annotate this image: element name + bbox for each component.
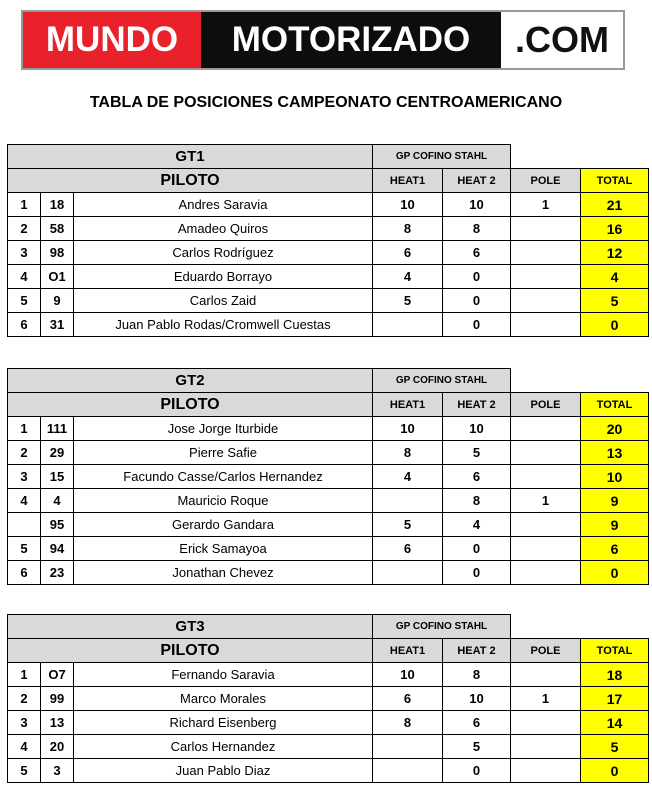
table-row bbox=[8, 217, 649, 241]
category-title: GT2 bbox=[8, 369, 373, 393]
heat2-cell: 8 bbox=[443, 663, 511, 687]
table-row bbox=[8, 489, 649, 513]
heat2-cell: 4 bbox=[443, 513, 511, 537]
heat1-cell bbox=[373, 313, 443, 337]
total-cell: 9 bbox=[581, 513, 649, 537]
pole-cell bbox=[511, 441, 581, 465]
event-name: GP COFINO STAHL bbox=[373, 145, 511, 169]
heat2-cell: 0 bbox=[443, 537, 511, 561]
driver-name-cell: Jonathan Chevez bbox=[74, 561, 373, 585]
position-cell: 3 bbox=[8, 241, 41, 265]
driver-name-cell: Eduardo Borrayo bbox=[74, 265, 373, 289]
pole-cell bbox=[511, 537, 581, 561]
table-row bbox=[8, 513, 649, 537]
site-logo[interactable] bbox=[21, 10, 625, 70]
driver-name-cell: Carlos Rodríguez bbox=[74, 241, 373, 265]
heat1-cell: 6 bbox=[373, 241, 443, 265]
driver-name-cell: Juan Pablo Rodas/Cromwell Cuestas bbox=[74, 313, 373, 337]
total-cell: 0 bbox=[581, 561, 649, 585]
column-pole: POLE bbox=[511, 169, 581, 193]
car-number-cell: 29 bbox=[41, 441, 74, 465]
column-heat2: HEAT 2 bbox=[443, 639, 511, 663]
table-row bbox=[8, 711, 649, 735]
position-cell bbox=[8, 513, 41, 537]
table-header-columns-row bbox=[8, 639, 649, 663]
heat1-cell: 8 bbox=[373, 217, 443, 241]
pole-cell: 1 bbox=[511, 193, 581, 217]
position-cell: 1 bbox=[8, 663, 41, 687]
total-cell: 5 bbox=[581, 289, 649, 313]
total-cell: 14 bbox=[581, 711, 649, 735]
heat1-cell bbox=[373, 561, 443, 585]
heat2-cell: 8 bbox=[443, 489, 511, 513]
heat1-cell: 4 bbox=[373, 265, 443, 289]
heat2-cell: 6 bbox=[443, 465, 511, 489]
total-cell: 20 bbox=[581, 417, 649, 441]
position-cell: 4 bbox=[8, 265, 41, 289]
heat1-cell bbox=[373, 759, 443, 783]
driver-name-cell: Juan Pablo Diaz bbox=[74, 759, 373, 783]
driver-name-cell: Carlos Hernandez bbox=[74, 735, 373, 759]
driver-name-cell: Fernando Saravia bbox=[74, 663, 373, 687]
car-number-cell: 20 bbox=[41, 735, 74, 759]
car-number-cell: 15 bbox=[41, 465, 74, 489]
empty-cell bbox=[511, 615, 649, 639]
car-number-cell: 111 bbox=[41, 417, 74, 441]
pole-cell bbox=[511, 241, 581, 265]
position-cell: 4 bbox=[8, 735, 41, 759]
table-row bbox=[8, 561, 649, 585]
position-cell: 3 bbox=[8, 465, 41, 489]
heat1-cell: 10 bbox=[373, 417, 443, 441]
pole-cell bbox=[511, 265, 581, 289]
table-row bbox=[8, 441, 649, 465]
heat2-cell: 5 bbox=[443, 441, 511, 465]
total-cell: 5 bbox=[581, 735, 649, 759]
heat2-cell: 0 bbox=[443, 265, 511, 289]
driver-name-cell: Pierre Safie bbox=[74, 441, 373, 465]
heat1-cell bbox=[373, 489, 443, 513]
driver-name-cell: Erick Samayoa bbox=[74, 537, 373, 561]
total-cell: 18 bbox=[581, 663, 649, 687]
empty-cell bbox=[511, 369, 649, 393]
pole-cell bbox=[511, 313, 581, 337]
standings-table-gt3 bbox=[7, 614, 649, 783]
total-cell: 12 bbox=[581, 241, 649, 265]
driver-name-cell: Marco Morales bbox=[74, 687, 373, 711]
car-number-cell: O7 bbox=[41, 663, 74, 687]
table-row bbox=[8, 687, 649, 711]
empty-cell bbox=[511, 145, 649, 169]
total-cell: 17 bbox=[581, 687, 649, 711]
car-number-cell: 58 bbox=[41, 217, 74, 241]
column-piloto: PILOTO bbox=[8, 393, 373, 417]
heat2-cell: 0 bbox=[443, 561, 511, 585]
pole-cell bbox=[511, 711, 581, 735]
total-cell: 0 bbox=[581, 313, 649, 337]
heat1-cell: 8 bbox=[373, 711, 443, 735]
table-row bbox=[8, 465, 649, 489]
column-total: TOTAL bbox=[581, 393, 649, 417]
pole-cell bbox=[511, 417, 581, 441]
total-cell: 13 bbox=[581, 441, 649, 465]
table-row bbox=[8, 417, 649, 441]
heat1-cell: 5 bbox=[373, 513, 443, 537]
driver-name-cell: Mauricio Roque bbox=[74, 489, 373, 513]
position-cell: 4 bbox=[8, 489, 41, 513]
table-header-columns-row bbox=[8, 393, 649, 417]
position-cell: 5 bbox=[8, 759, 41, 783]
position-cell: 6 bbox=[8, 561, 41, 585]
table-header-columns-row bbox=[8, 169, 649, 193]
position-cell: 3 bbox=[8, 711, 41, 735]
heat1-cell: 5 bbox=[373, 289, 443, 313]
heat2-cell: 8 bbox=[443, 217, 511, 241]
position-cell: 6 bbox=[8, 313, 41, 337]
car-number-cell: 23 bbox=[41, 561, 74, 585]
total-cell: 9 bbox=[581, 489, 649, 513]
car-number-cell: 18 bbox=[41, 193, 74, 217]
logo-motorizado: MOTORIZADO bbox=[201, 12, 501, 68]
logo-dotcom: .COM bbox=[501, 12, 623, 68]
position-cell: 1 bbox=[8, 193, 41, 217]
position-cell: 1 bbox=[8, 417, 41, 441]
column-heat1: HEAT1 bbox=[373, 639, 443, 663]
heat2-cell: 10 bbox=[443, 193, 511, 217]
column-heat2: HEAT 2 bbox=[443, 393, 511, 417]
driver-name-cell: Jose Jorge Iturbide bbox=[74, 417, 373, 441]
column-heat1: HEAT1 bbox=[373, 393, 443, 417]
driver-name-cell: Amadeo Quiros bbox=[74, 217, 373, 241]
total-cell: 6 bbox=[581, 537, 649, 561]
column-pole: POLE bbox=[511, 393, 581, 417]
heat2-cell: 0 bbox=[443, 313, 511, 337]
heat1-cell: 10 bbox=[373, 193, 443, 217]
heat1-cell: 8 bbox=[373, 441, 443, 465]
event-name: GP COFINO STAHL bbox=[373, 369, 511, 393]
heat2-cell: 0 bbox=[443, 289, 511, 313]
total-cell: 4 bbox=[581, 265, 649, 289]
total-cell: 16 bbox=[581, 217, 649, 241]
driver-name-cell: Richard Eisenberg bbox=[74, 711, 373, 735]
total-cell: 21 bbox=[581, 193, 649, 217]
pole-cell: 1 bbox=[511, 489, 581, 513]
table-row bbox=[8, 265, 649, 289]
standings-table-gt1 bbox=[7, 144, 649, 337]
category-title: GT1 bbox=[8, 145, 373, 169]
pole-cell bbox=[511, 735, 581, 759]
pole-cell bbox=[511, 217, 581, 241]
heat2-cell: 10 bbox=[443, 417, 511, 441]
car-number-cell: 98 bbox=[41, 241, 74, 265]
event-name: GP COFINO STAHL bbox=[373, 615, 511, 639]
table-row bbox=[8, 735, 649, 759]
car-number-cell: 3 bbox=[41, 759, 74, 783]
table-row bbox=[8, 313, 649, 337]
column-heat1: HEAT1 bbox=[373, 169, 443, 193]
total-cell: 10 bbox=[581, 465, 649, 489]
car-number-cell: O1 bbox=[41, 265, 74, 289]
table-header-category-row bbox=[8, 369, 649, 393]
position-cell: 2 bbox=[8, 217, 41, 241]
heat2-cell: 10 bbox=[443, 687, 511, 711]
table-header-category-row bbox=[8, 615, 649, 639]
column-piloto: PILOTO bbox=[8, 639, 373, 663]
logo-mundo: MUNDO bbox=[23, 12, 201, 68]
position-cell: 2 bbox=[8, 687, 41, 711]
position-cell: 5 bbox=[8, 537, 41, 561]
pole-cell bbox=[511, 759, 581, 783]
table-row bbox=[8, 289, 649, 313]
page-title: TABLA DE POSICIONES CAMPEONATO CENTROAMERICANO bbox=[89, 94, 563, 111]
car-number-cell: 4 bbox=[41, 489, 74, 513]
heat1-cell bbox=[373, 735, 443, 759]
car-number-cell: 95 bbox=[41, 513, 74, 537]
category-title: GT3 bbox=[8, 615, 373, 639]
car-number-cell: 9 bbox=[41, 289, 74, 313]
heat1-cell: 6 bbox=[373, 537, 443, 561]
heat2-cell: 5 bbox=[443, 735, 511, 759]
driver-name-cell: Andres Saravia bbox=[74, 193, 373, 217]
car-number-cell: 99 bbox=[41, 687, 74, 711]
heat2-cell: 6 bbox=[443, 241, 511, 265]
pole-cell bbox=[511, 561, 581, 585]
column-heat2: HEAT 2 bbox=[443, 169, 511, 193]
pole-cell bbox=[511, 289, 581, 313]
total-cell: 0 bbox=[581, 759, 649, 783]
driver-name-cell: Carlos Zaid bbox=[74, 289, 373, 313]
driver-name-cell: Gerardo Gandara bbox=[74, 513, 373, 537]
pole-cell bbox=[511, 663, 581, 687]
table-row bbox=[8, 241, 649, 265]
car-number-cell: 31 bbox=[41, 313, 74, 337]
table-row bbox=[8, 537, 649, 561]
position-cell: 2 bbox=[8, 441, 41, 465]
heat2-cell: 0 bbox=[443, 759, 511, 783]
driver-name-cell: Facundo Casse/Carlos Hernandez bbox=[74, 465, 373, 489]
car-number-cell: 94 bbox=[41, 537, 74, 561]
column-total: TOTAL bbox=[581, 639, 649, 663]
column-pole: POLE bbox=[511, 639, 581, 663]
heat1-cell: 10 bbox=[373, 663, 443, 687]
pole-cell: 1 bbox=[511, 687, 581, 711]
heat2-cell: 6 bbox=[443, 711, 511, 735]
heat1-cell: 4 bbox=[373, 465, 443, 489]
table-row bbox=[8, 193, 649, 217]
pole-cell bbox=[511, 513, 581, 537]
car-number-cell: 13 bbox=[41, 711, 74, 735]
table-row bbox=[8, 759, 649, 783]
table-header-category-row bbox=[8, 145, 649, 169]
standings-table-gt2 bbox=[7, 368, 649, 585]
table-row bbox=[8, 663, 649, 687]
column-total: TOTAL bbox=[581, 169, 649, 193]
column-piloto: PILOTO bbox=[8, 169, 373, 193]
heat1-cell: 6 bbox=[373, 687, 443, 711]
position-cell: 5 bbox=[8, 289, 41, 313]
pole-cell bbox=[511, 465, 581, 489]
